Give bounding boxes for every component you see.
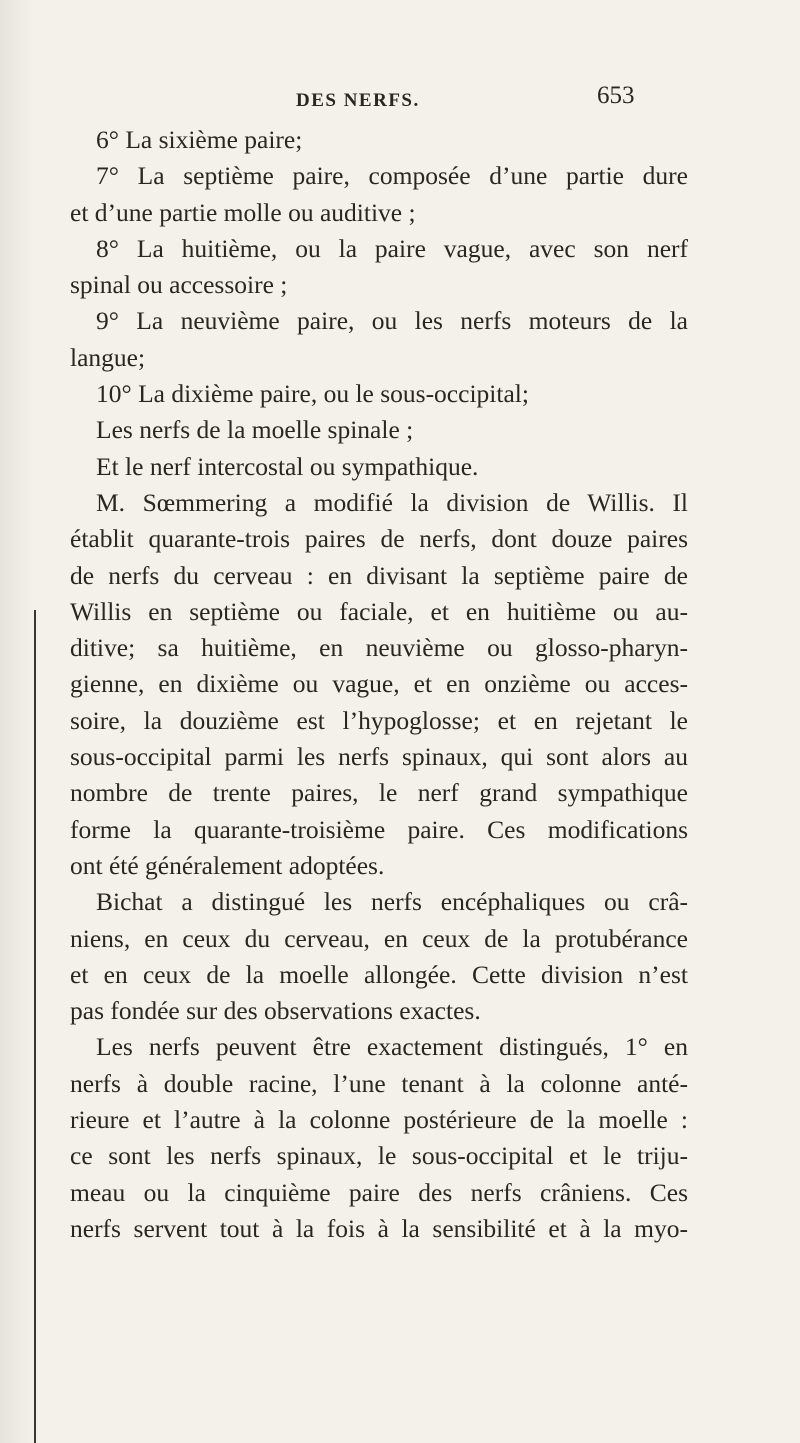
text-line: Willis en septième ou faciale, et en huitième ou au-: [70, 596, 688, 626]
text-line: ce sont les nerfs spinaux, le sous-occipital et le triju-: [70, 1141, 688, 1171]
text-line: et en ceux de la moelle allongée. Cette division n’est: [70, 959, 688, 989]
text-line: meau ou la cinquième paire des nerfs crâniens. Ces: [70, 1177, 688, 1207]
text-line: 10° La dixième paire, ou le sous-occipital;: [96, 379, 529, 409]
text-line: ont été généralement adoptées.: [70, 850, 385, 880]
text-line: établit quarante-trois paires de nerfs, dont douze paires: [70, 524, 688, 554]
binding-shadow: [0, 0, 34, 1443]
text-line: M. Sœmmering a modifié la division de Willis. Il: [96, 487, 688, 517]
text-line: sous-occipital parmi les nerfs spinaux, qui sont alors au: [70, 742, 688, 772]
text-line: pas fondée sur des observations exactes.: [70, 996, 481, 1026]
text-line: Les nerfs peuvent être exactement distingués, 1° en: [96, 1032, 688, 1062]
text-line: 8° La huitième, ou la paire vague, avec son nerf: [96, 233, 688, 263]
text-line: de nerfs du cerveau : en divisant la septième paire de: [70, 560, 688, 590]
text-line: 9° La neuvième paire, ou les nerfs moteurs de la: [96, 306, 688, 336]
text-line: nombre de trente paires, le nerf grand sympathique: [70, 778, 688, 808]
binding-rule: [34, 610, 36, 1443]
text-line: ditive; sa huitième, en neuvième ou glosso-pharyn-: [70, 633, 688, 663]
text-line: nerfs servent tout à la fois à la sensibilité et à la myo-: [70, 1213, 688, 1243]
running-title: DES NERFS.: [296, 90, 420, 111]
text-line: rieure et l’autre à la colonne postérieure de la moelle :: [70, 1105, 688, 1135]
page-header: [0, 82, 800, 122]
text-line: Les nerfs de la moelle spinale ;: [96, 415, 414, 445]
text-line: Bichat a distingué les nerfs encéphaliques ou crâ-: [96, 887, 688, 917]
body-text: [70, 122, 688, 1247]
page-number: 653: [597, 82, 635, 109]
text-line: 7° La septième paire, composée d’une partie dure: [96, 161, 688, 191]
text-line: soire, la douzième est l’hypoglosse; et en rejetant le: [70, 705, 688, 735]
page-binding-edge: [0, 0, 40, 1443]
text-line: 6° La sixième paire;: [96, 125, 303, 154]
text-line: gienne, en dixième ou vague, et en onzième ou acces-: [70, 669, 688, 699]
text-line: forme la quarante-troisième paire. Ces modifications: [70, 814, 688, 844]
text-line: et d’une partie molle ou auditive ;: [70, 197, 416, 227]
text-line: niens, en ceux du cerveau, en ceux de la protubérance: [70, 923, 688, 953]
text-line: nerfs à double racine, l’une tenant à la colonne anté-: [70, 1068, 688, 1098]
text-line: langue;: [70, 342, 146, 372]
text-line: Et le nerf intercostal ou sympathique.: [96, 451, 479, 481]
text-line: spinal ou accessoire ;: [70, 270, 288, 300]
